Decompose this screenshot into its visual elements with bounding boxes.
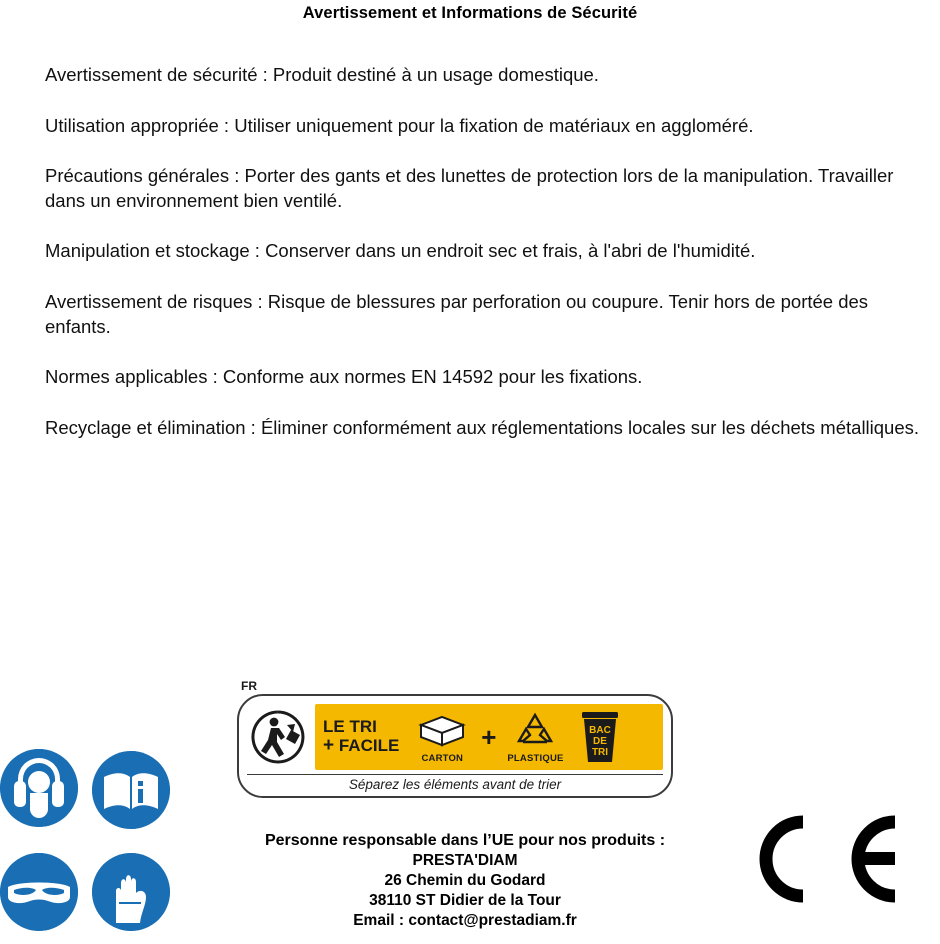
material-plastique-label: PLASTIQUE xyxy=(507,752,564,764)
tri-facile-text xyxy=(319,718,405,756)
triman-card xyxy=(237,694,673,798)
triman-country-code: FR xyxy=(241,679,257,693)
recycling-icon xyxy=(512,711,558,752)
hand-protection-icon xyxy=(92,853,170,931)
responsible-party-street: 26 Chemin du Godard xyxy=(384,872,546,890)
safety-information-list xyxy=(0,63,940,440)
material-plastique xyxy=(498,711,572,764)
ce-mark-icon xyxy=(755,814,905,904)
responsible-party-block xyxy=(200,831,730,931)
material-carton xyxy=(405,711,479,764)
triman-recycling-label xyxy=(237,679,689,798)
responsible-party-email: Email : contact@prestadiam.fr xyxy=(353,911,577,929)
svg-text:DE: DE xyxy=(593,736,608,747)
svg-text:BAC: BAC xyxy=(589,725,612,736)
list-item: Avertissement de risques : Risque de blessures par perforation ou coupure. Tenir hors de portée des enfants. xyxy=(45,290,869,337)
list-item: Précautions générales : Porter des gants et des lunettes de protection lors de la manipulation. Travailler dans un environnement bien ventilé. xyxy=(45,165,894,211)
svg-text:TRI: TRI xyxy=(592,747,609,758)
read-instructions-icon xyxy=(92,751,170,829)
triman-footer-text: Séparez les éléments avant de trier xyxy=(247,774,663,792)
document-page xyxy=(0,4,940,944)
footer-graphics xyxy=(0,664,940,944)
tri-facile-plus: + xyxy=(323,734,335,756)
list-item: Recyclage et élimination : Éliminer conformément aux réglementations locales sur les déchets métalliques. xyxy=(45,416,920,438)
eye-protection-icon xyxy=(0,853,78,931)
tri-facile-line1: LE TRI xyxy=(323,717,377,737)
carton-icon xyxy=(415,711,469,752)
list-item: Manipulation et stockage : Conserver dans un endroit sec et frais, à l'abri de l'humidité. xyxy=(45,240,756,262)
tri-facile-line2: FACILE xyxy=(338,735,400,755)
responsible-party-company: PRESTA'DIAM xyxy=(412,852,518,870)
ear-protection-icon xyxy=(0,749,78,827)
list-item: Normes applicables : Conforme aux normes EN 14592 pour les fixations. xyxy=(45,366,643,388)
page-title: Avertissement et Informations de Sécurité xyxy=(302,4,638,22)
responsible-party-city: 38110 ST Didier de la Tour xyxy=(369,892,561,910)
responsible-party-heading: Personne responsable dans l’UE pour nos produits : xyxy=(264,832,666,849)
list-item: Avertissement de sécurité : Produit destiné à un usage domestique. xyxy=(45,64,599,85)
material-carton-label: CARTON xyxy=(421,752,464,764)
list-item: Utilisation appropriée : Utiliser uniquement pour la fixation de matériaux en aggloméré. xyxy=(45,114,754,136)
tri-facile-banner xyxy=(315,704,663,770)
material-separator: + xyxy=(481,721,497,752)
bac-de-tri-icon xyxy=(572,707,628,767)
triman-logo-icon xyxy=(247,706,309,768)
